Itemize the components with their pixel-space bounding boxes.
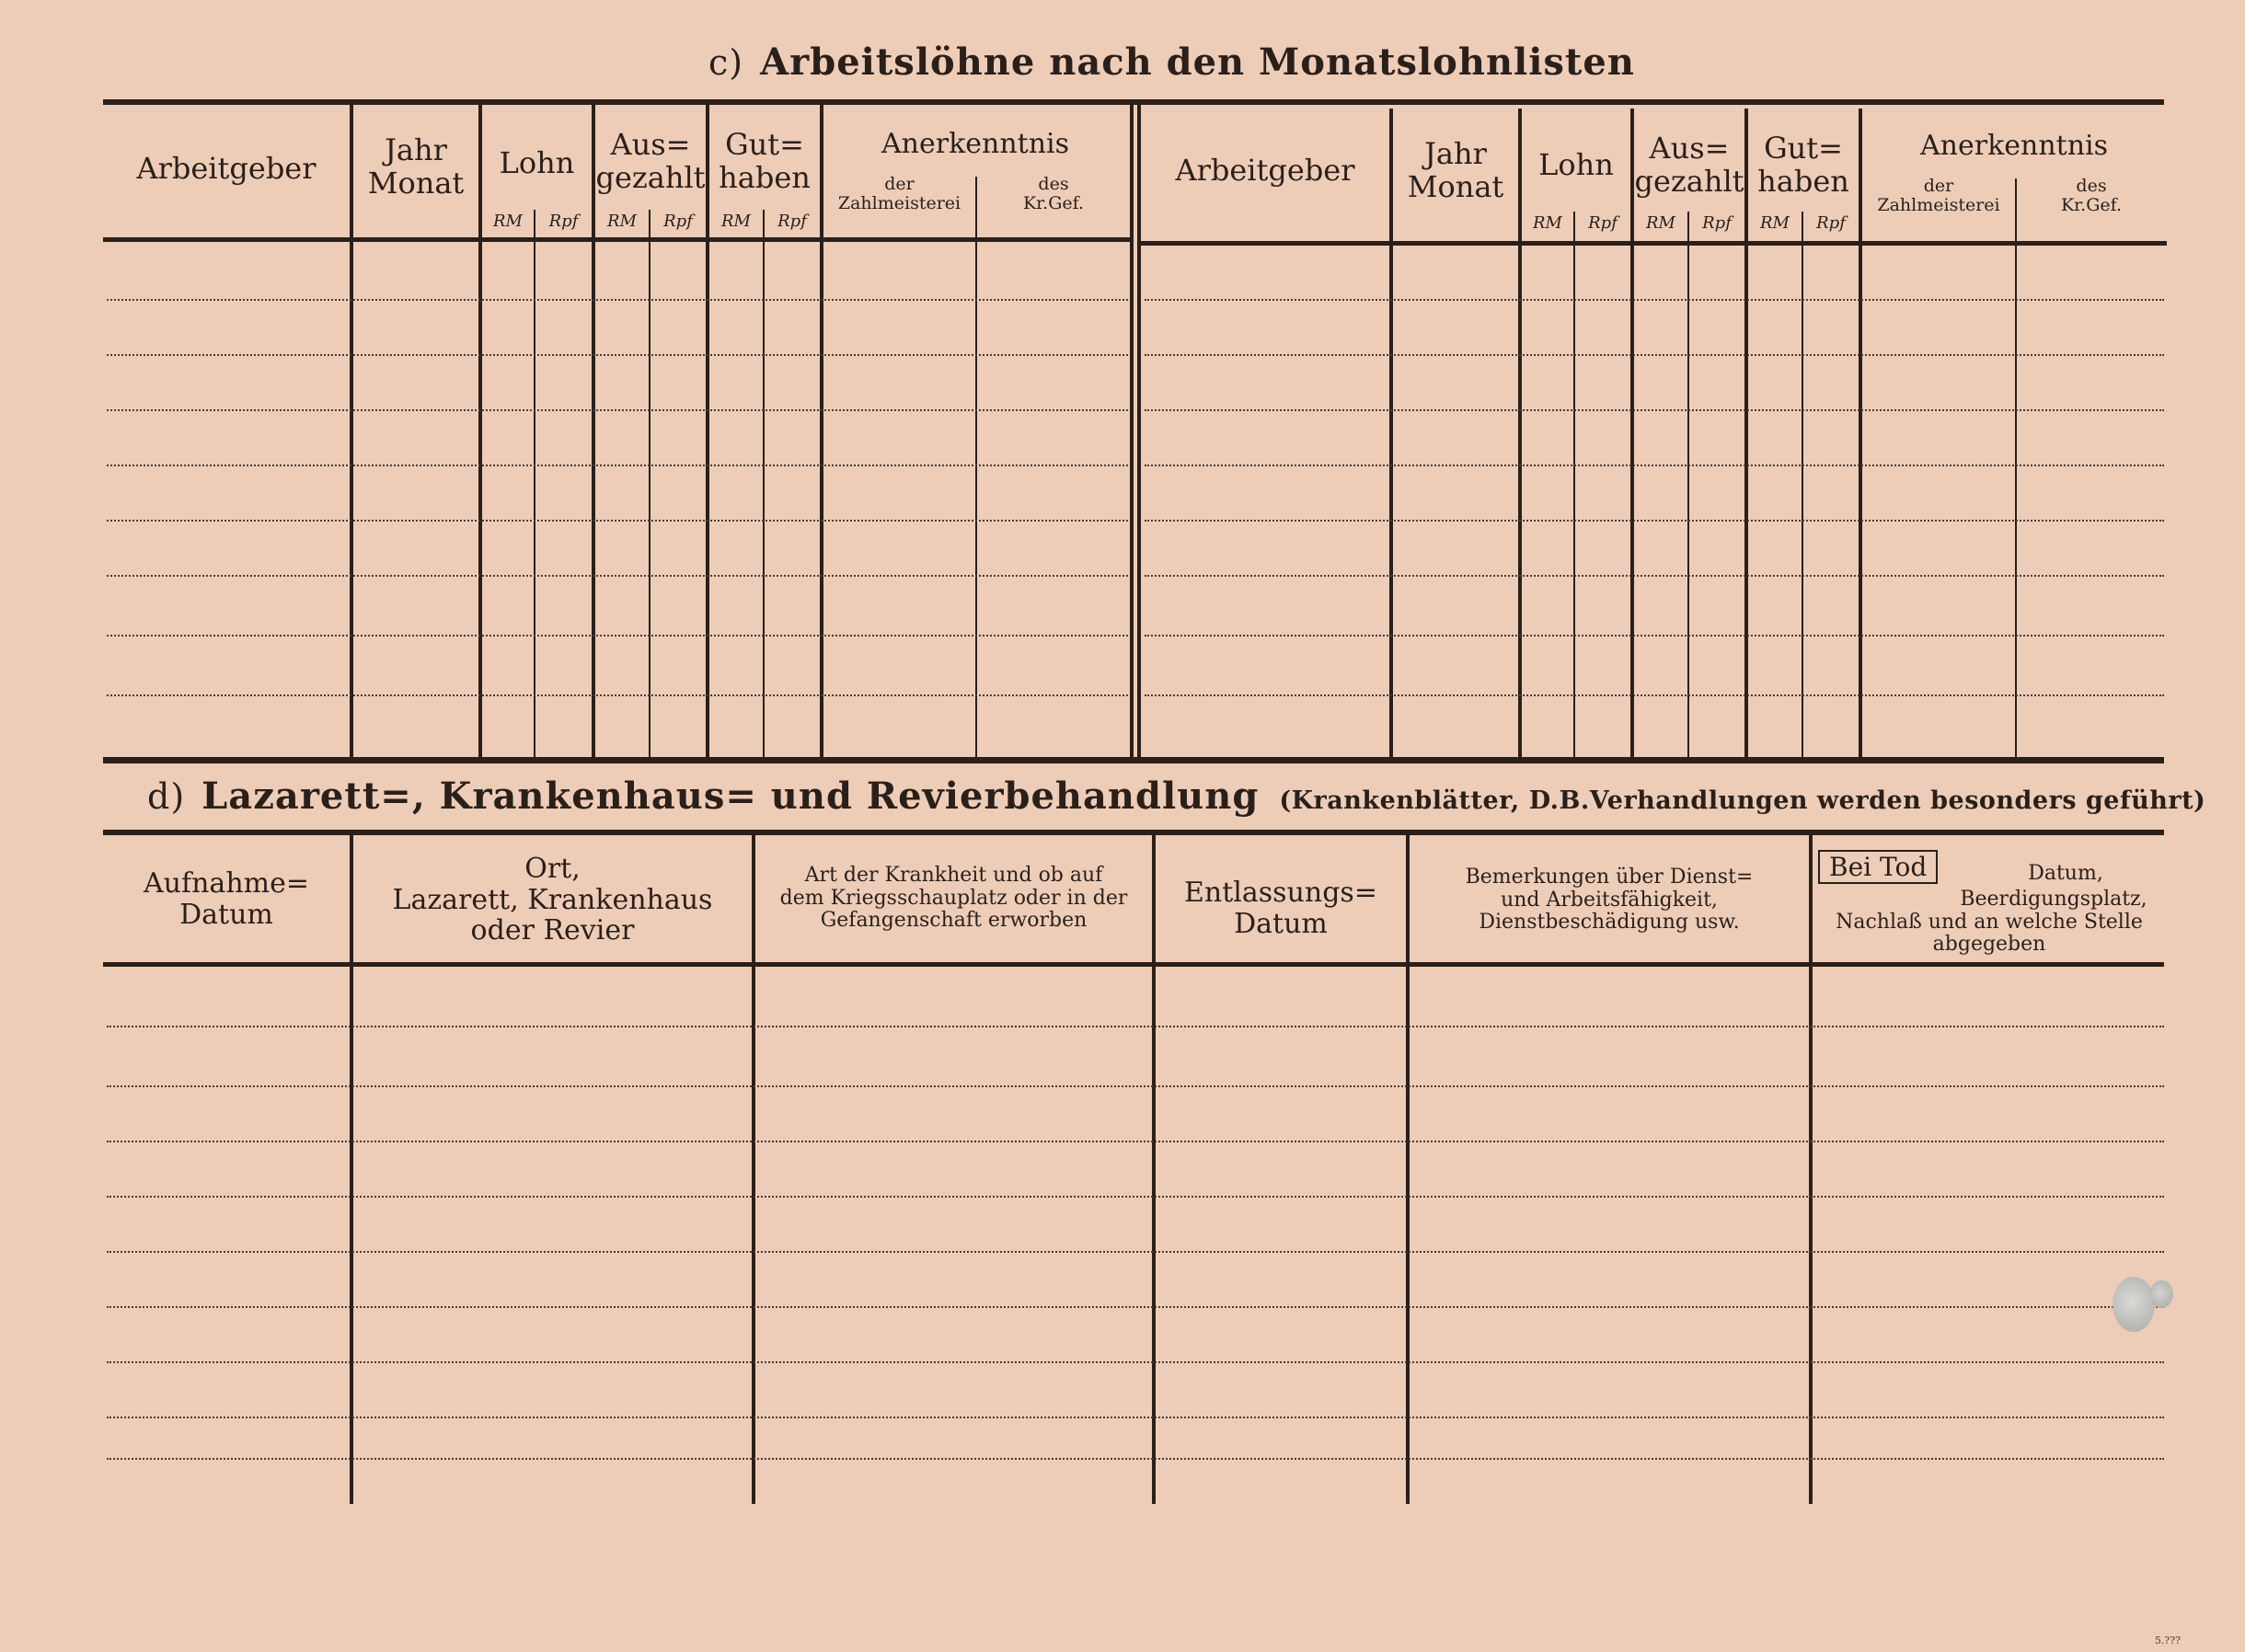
d-header-admission-1: Aufnahme= — [144, 867, 309, 900]
writing-line — [1145, 299, 2164, 301]
c-left-header-ack-der: der — [884, 174, 915, 194]
c-left-col-credit — [706, 105, 709, 757]
c-left-header-year-month — [353, 134, 478, 201]
punch-hole — [2113, 1277, 2155, 1332]
c-left-unit-credit-rpf: Rpf — [777, 212, 807, 231]
punch-hole-tab — [2149, 1280, 2173, 1308]
c-left-col-wage — [478, 105, 482, 757]
c-right-header-ack-der: der — [1923, 176, 1954, 196]
c-right-header-ack-des: des — [2076, 176, 2107, 196]
c-right-header-month: Monat — [1407, 168, 1504, 204]
c-left-header-credit — [709, 129, 820, 195]
section-c-heading: Arbeitslöhne nach den Monatslohnlisten — [760, 40, 1635, 84]
c-left-header-wage: Lohn — [499, 145, 575, 180]
writing-line — [1145, 575, 2164, 577]
writing-line — [1145, 635, 2164, 637]
section-d-title — [147, 774, 2205, 818]
c-right-unit-paid-rpf: Rpf — [1702, 213, 1732, 233]
c-right-unit-credit-rm: RM — [1760, 213, 1790, 233]
c-right-header-year-month — [1393, 138, 1518, 204]
d-header-disease-1: Art der Krankheit und ob auf — [804, 864, 1103, 887]
c-right-header-ack-zm: Zahlmeisterei — [1877, 195, 2000, 216]
c-left-header-ack-kr: Kr.Gef. — [1022, 193, 1085, 214]
d-header-death-3: Nachlaß und an welche Stelle — [1836, 910, 2143, 934]
d-header-place-2: Lazarett, Krankenhaus — [392, 883, 713, 916]
c-left-header-paid-2: gezahlt — [595, 159, 706, 195]
c-right-unit-wage-rpf: Rpf — [1588, 213, 1618, 233]
d-header-remarks-2: und Arbeitsfähigkeit, — [1501, 888, 1718, 912]
writing-line — [1145, 694, 2164, 696]
writing-line — [107, 1141, 2164, 1142]
section-d-header-rule — [103, 962, 2164, 967]
d-header-remarks — [1410, 866, 1809, 935]
section-c-top-rule — [103, 99, 2164, 105]
c-right-col-ack-des — [2015, 178, 2017, 757]
d-header-remarks-3: Dienstbeschädigung usw. — [1479, 911, 1740, 935]
c-left-header-ack-des: des — [1038, 174, 1069, 194]
section-d-heading: Lazarett=, Krankenhaus= und Revierbehandlung — [201, 774, 1260, 818]
c-right-header-ack-krgef — [2017, 177, 2166, 216]
d-header-place-3: oder Revier — [470, 914, 635, 947]
c-right-col-wage-rpf — [1573, 212, 1575, 757]
c-left-header-paid-1: Aus= — [610, 127, 691, 162]
c-right-header-credit-1: Gut= — [1764, 131, 1843, 166]
writing-line — [107, 635, 1128, 637]
writing-line — [107, 409, 1128, 411]
c-left-header-credit-2: haben — [719, 159, 811, 195]
c-left-header-paid — [595, 129, 706, 195]
section-c-center-divider-a — [1130, 105, 1134, 757]
c-left-unit-wage-rpf: Rpf — [548, 212, 579, 231]
c-right-header-credit — [1748, 132, 1859, 199]
c-left-header-ack-zm: Zahlmeisterei — [837, 193, 961, 214]
c-right-header-ack: Anerkenntnis — [1919, 130, 2109, 162]
d-header-death-label: Bei Tod — [1818, 850, 1938, 884]
d-header-disease-2: dem Kriegsschauplatz oder in der — [779, 886, 1128, 910]
printer-mark: 5.??? — [2154, 1635, 2181, 1646]
c-left-header-credit-1: Gut= — [725, 127, 804, 162]
section-d-top-rule — [103, 830, 2164, 835]
c-left-unit-credit-rm: RM — [721, 212, 751, 231]
c-right-unit-paid-rm: RM — [1646, 213, 1675, 233]
section-c-header-rule-right — [1141, 241, 2167, 246]
d-header-discharge — [1156, 878, 1406, 939]
c-left-col-wage-rpf — [534, 210, 535, 757]
writing-line — [107, 1417, 2164, 1418]
d-header-death-details — [1814, 889, 2164, 957]
c-left-header-ack: Anerkenntnis — [881, 128, 1070, 160]
c-right-header-paid — [1634, 132, 1744, 199]
d-header-admission-2: Datum — [179, 898, 273, 931]
c-left-header-month: Monat — [367, 165, 465, 201]
writing-line — [107, 1026, 2164, 1027]
c-right-header-year: Jahr — [1424, 136, 1487, 171]
writing-line — [107, 520, 1128, 522]
writing-line — [1145, 520, 2164, 522]
d-header-death-4: abgegeben — [1932, 933, 2046, 957]
d-header-admission — [103, 868, 350, 930]
d-header-place-1: Ort, — [524, 853, 581, 885]
d-header-death-box — [1818, 852, 1938, 882]
writing-line — [1145, 409, 2164, 411]
section-c-letter: c) — [708, 42, 744, 83]
d-col-remarks — [1406, 835, 1410, 1504]
c-right-col-year — [1389, 109, 1393, 757]
section-c-center-divider-b — [1137, 105, 1141, 757]
c-right-col-paid-rpf — [1687, 212, 1689, 757]
writing-line — [107, 1361, 2164, 1363]
d-header-remarks-1: Bemerkungen über Dienst= — [1465, 866, 1754, 889]
writing-line — [107, 1085, 2164, 1087]
c-right-unit-wage-rm: RM — [1533, 213, 1562, 233]
c-left-unit-paid-rm: RM — [607, 212, 637, 231]
c-right-header-employer: Arbeitgeber — [1175, 153, 1355, 188]
c-left-unit-wage-rm: RM — [493, 212, 523, 231]
c-left-col-paid-rpf — [649, 210, 650, 757]
c-right-header-ack-kr: Kr.Gef. — [2060, 195, 2123, 216]
c-left-unit-paid-rpf: Rpf — [663, 212, 693, 231]
section-c-bottom-rule — [103, 757, 2164, 763]
writing-line — [107, 299, 1128, 301]
section-c-title — [708, 40, 1635, 84]
d-header-death-2: Beerdigungsplatz, — [1960, 888, 2147, 911]
c-right-unit-credit-rpf: Rpf — [1816, 213, 1846, 233]
c-left-col-ack-des — [975, 177, 977, 757]
d-header-discharge-2: Datum — [1234, 907, 1328, 940]
writing-line — [1145, 354, 2164, 356]
c-right-col-paid — [1630, 109, 1634, 757]
c-right-col-wage — [1518, 109, 1522, 757]
writing-line — [107, 694, 1128, 696]
writing-line — [107, 1196, 2164, 1198]
writing-line — [107, 1251, 2164, 1253]
c-right-header-credit-2: haben — [1757, 163, 1849, 199]
c-right-col-credit-rpf — [1802, 212, 1803, 757]
d-header-disease — [755, 865, 1152, 933]
c-left-col-credit-rpf — [763, 210, 765, 757]
c-right-header-paid-2: gezahlt — [1634, 163, 1744, 199]
section-d-note: (Krankenblätter, D.B.Verhandlungen werden besonders geführt) — [1279, 786, 2206, 815]
writing-line — [1145, 465, 2164, 466]
c-left-header-year: Jahr — [385, 132, 447, 167]
writing-line — [107, 354, 1128, 356]
section-c-header-rule-left — [103, 237, 1134, 242]
c-right-header-ack-paymaster — [1862, 177, 2015, 216]
d-col-disease — [752, 835, 755, 1504]
d-header-disease-3: Gefangenschaft erworben — [820, 909, 1088, 933]
writing-line — [107, 465, 1128, 466]
c-right-header-wage: Lohn — [1538, 147, 1614, 182]
d-header-death-date: Datum, — [2028, 862, 2103, 885]
c-left-col-paid — [592, 105, 595, 757]
c-left-header-employer: Arbeitgeber — [136, 151, 317, 186]
d-header-place — [353, 854, 752, 946]
writing-line — [107, 575, 1128, 577]
c-left-col-year — [350, 105, 353, 757]
section-d-letter: d) — [147, 776, 186, 817]
c-right-header-paid-1: Aus= — [1649, 131, 1730, 166]
d-header-discharge-1: Entlassungs= — [1184, 877, 1377, 909]
c-left-header-ack-krgef — [977, 175, 1130, 214]
writing-line — [107, 1458, 2164, 1460]
writing-line — [107, 1306, 2164, 1308]
c-right-col-credit — [1744, 109, 1748, 757]
c-left-header-ack-paymaster — [823, 175, 975, 214]
d-col-death — [1809, 835, 1813, 1504]
